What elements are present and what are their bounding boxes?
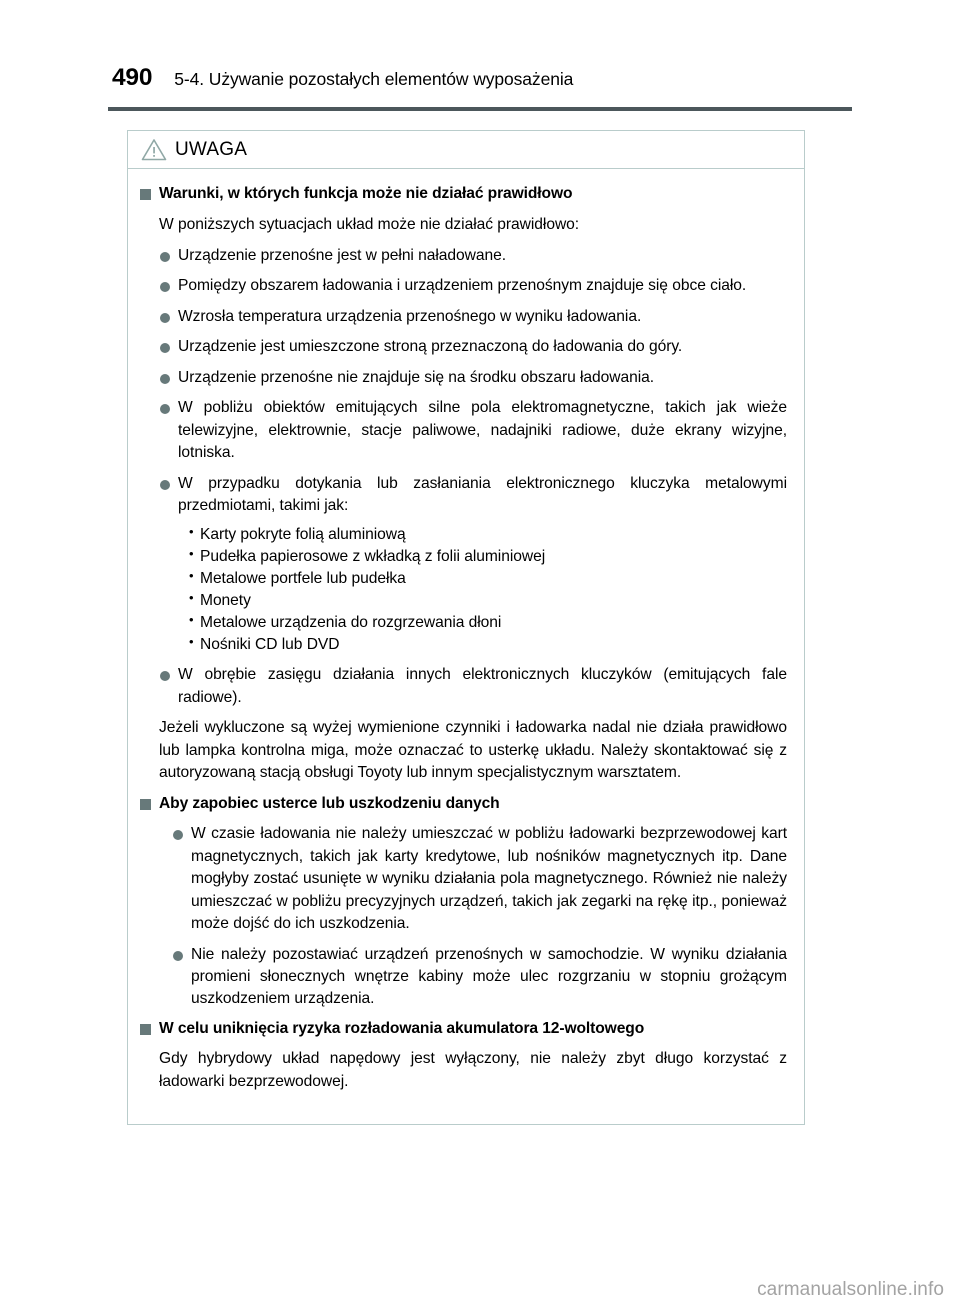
section-heading-text: Aby zapobiec usterce lub uszkodzeniu danych [159,794,500,812]
section-1-intro: W poniższych sytuacjach układ może nie działać prawidłowo: [159,215,580,233]
section-heading-3 [140,1019,787,1040]
page-title: 5-4. Używanie pozostałych elementów wyposażenia [174,69,574,89]
page-number: 490 [112,64,153,91]
sub-list-item: • Karty pokryte folią aluminiową [189,524,787,546]
section-1-closing: Jeżeli wykluczone są wyżej wymienione czynniki i ładowarka nadal nie działa prawidłowo lub lampka kontrolna miga, może oznaczać to usterkę układu. Należy skontaktować się z autoryzowaną stacją obsługi Toyoty lub innym specjalistycznym warsztatem. [159,719,787,782]
list-item: W pobliżu obiektów emitujących silne pola elektromagnetyczne, takich jak wieże telewizyjne, elektrownie, stacje paliwowe, nadajniki radiowe, duże ekrany wizyjne, lotniska. [159,397,787,464]
sub-list-item: • Metalowe urządzenia do rozgrzewania dłoni [189,612,787,634]
square-bullet-icon [140,1024,151,1035]
section-2-bullet-list [140,823,787,1011]
section-3-closing: Gdy hybrydowy układ napędowy jest wyłączony, nie należy zbyt długo korzystać z ładowarki bezprzewodowej. [159,1050,787,1090]
list-item: Urządzenie jest umieszczone stroną przeznaczoną do ładowania do góry. [159,336,787,358]
section-heading-text: Warunki, w których funkcja może nie działać prawidłowo [159,185,573,202]
warning-box-body [128,169,804,1124]
square-bullet-icon [140,799,151,810]
warning-triangle-icon [141,138,167,161]
header-divider [108,107,852,111]
list-item: Nie należy pozostawiać urządzeń przenośnych w samochodzie. W wyniku działania promieni słonecznych wnętrze kabiny może ulec rozgrzaniu w stopniu grożącym uszkodzeniem urządzenia. [172,944,787,1011]
header-row [112,66,573,91]
section-1-sub-list [178,524,787,657]
section-heading-2 [140,794,787,815]
warning-box [127,130,805,1125]
section-1-bullet-list [140,245,787,709]
sub-list-item: • Monety [189,590,787,612]
sub-list-item: • Nośniki CD lub DVD [189,634,787,656]
warning-box-header [128,131,804,169]
list-item: Pomiędzy obszarem ładowania i urządzeniem przenośnym znajduje się obce ciało. [159,275,787,297]
square-bullet-icon [140,189,151,200]
section-heading-text: W celu uniknięcia ryzyka rozładowania akumulatora 12-woltowego [159,1019,645,1037]
site-watermark: carmanualsonline.info [757,1279,944,1300]
list-item: W czasie ładowania nie należy umieszczać w pobliżu ładowarki bezprzewodowej kart magnetycznych, takich jak karty kredytowe, lub nośników magnetycznych itp. Dane mogłyby zostać usunięte w wyniku działania pola magnetycznego. Również nie należy umieszczać w pobliżu precyzyjnych urządzeń, takich jak zegarki na rękę itp., ponieważ może dojść do ich uszkodzenia. [172,823,787,935]
list-item: Wzrosła temperatura urządzenia przenośnego w wyniku ładowania. [159,306,787,328]
list-item-text: W przypadku dotykania lub zasłaniania elektronicznego kluczyka metalowymi przedmiotami, takimi jak: [178,474,787,515]
section-heading-1 [140,184,787,205]
sub-list-item: • Metalowe portfele lub pudełka [189,568,787,590]
sub-list-item: • Pudełka papierosowe z wkładką z folii aluminiowej [189,546,787,568]
list-item: W obrębie zasięgu działania innych elektronicznych kluczyków (emitujących fale radiowe). [159,664,787,709]
warning-box-title: UWAGA [175,139,248,160]
list-item: Urządzenie przenośne jest w pełni naładowane. [159,245,787,267]
list-item: Urządzenie przenośne nie znajduje się na środku obszaru ładowania. [159,367,787,389]
page-header [0,0,960,110]
list-item [159,473,787,657]
